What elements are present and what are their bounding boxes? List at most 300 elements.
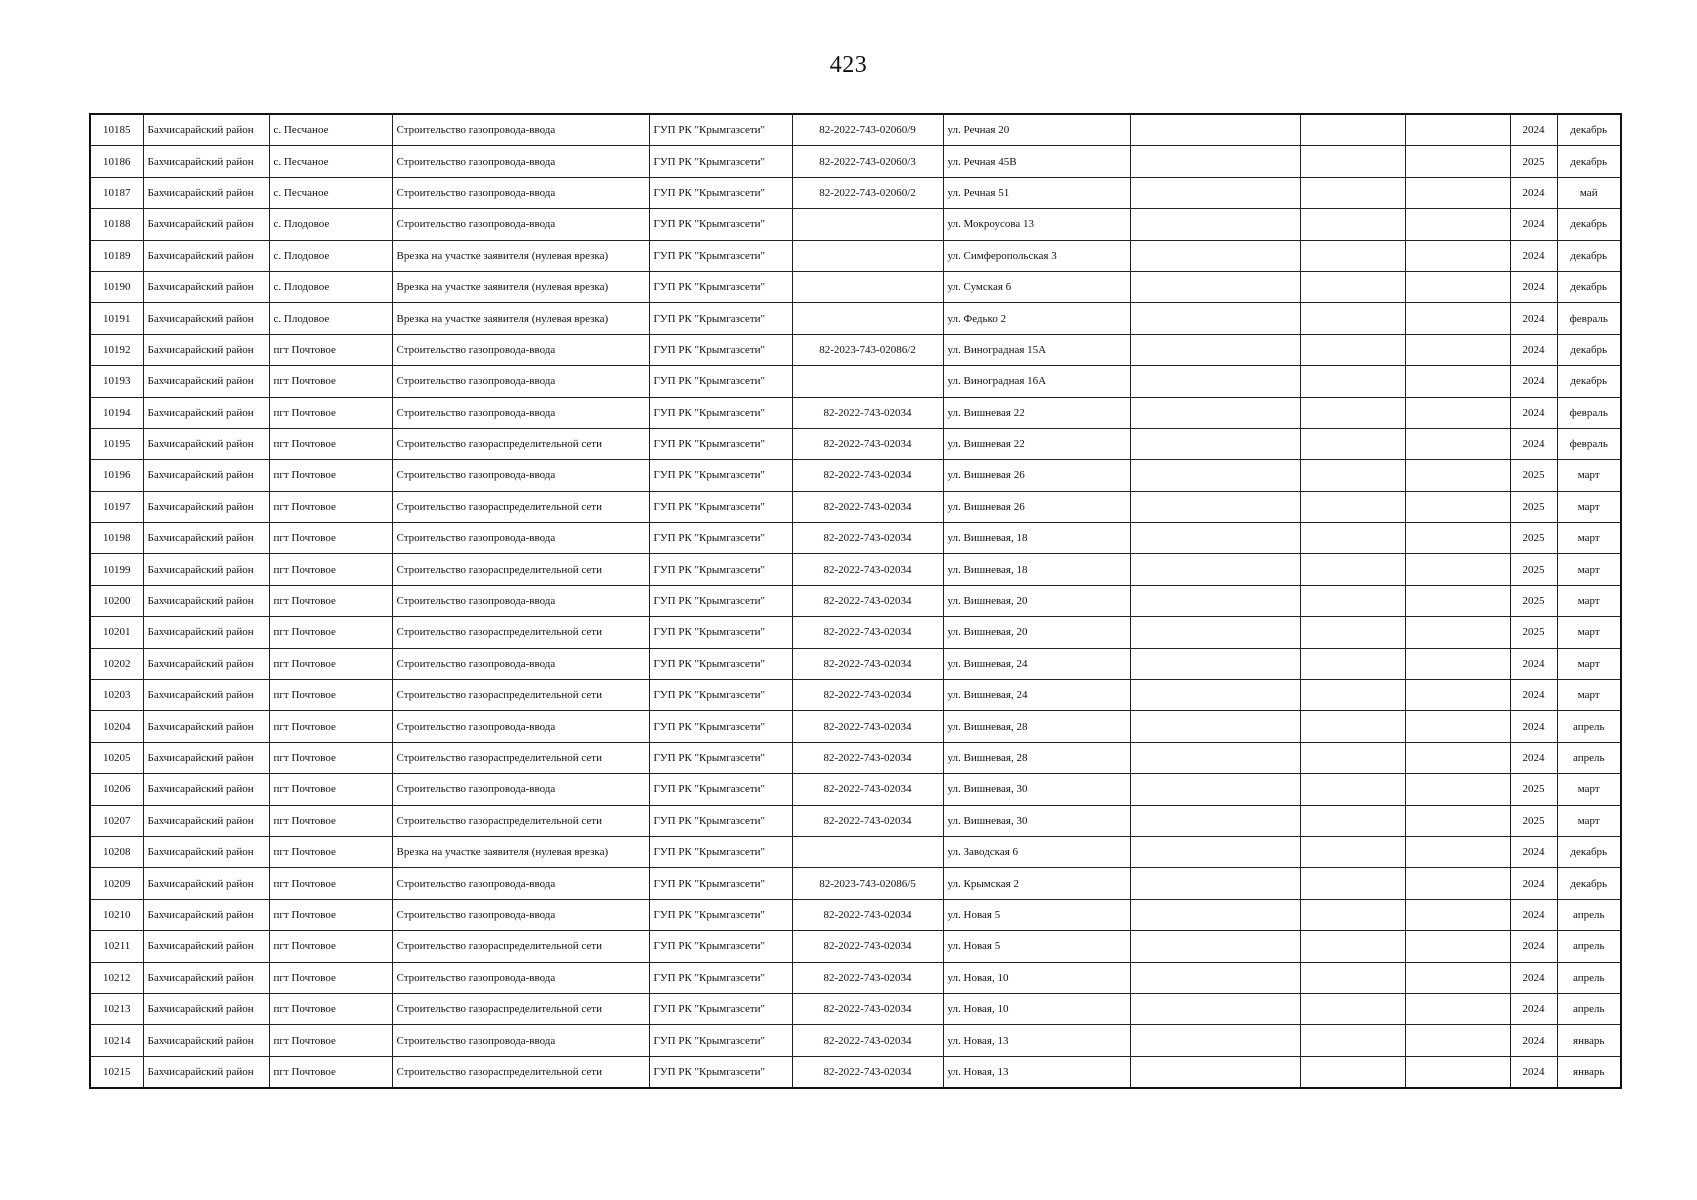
address-cell: ул. Вишневая 26 [943, 491, 1130, 522]
contract-number-cell: 82-2022-743-02034 [792, 523, 943, 554]
year-cell: 2024 [1510, 397, 1557, 428]
work-type-cell: Строительство газораспределительной сети [392, 428, 649, 459]
table-row [90, 209, 1621, 240]
table-row [90, 397, 1621, 428]
page-number: 423 [829, 52, 868, 78]
locality-cell: с. Плодовое [269, 271, 392, 302]
year-cell: 2025 [1510, 554, 1557, 585]
empty-cell [1300, 397, 1405, 428]
organization-cell: ГУП РК "Крымгазсети" [649, 240, 792, 271]
row-number: 10209 [90, 868, 143, 899]
empty-cell [1300, 554, 1405, 585]
contract-number-cell: 82-2022-743-02034 [792, 711, 943, 742]
gasification-register-table [89, 113, 1622, 1089]
work-type-cell: Строительство газораспределительной сети [392, 680, 649, 711]
empty-cell [1405, 774, 1510, 805]
month-cell: апрель [1557, 742, 1621, 773]
row-number: 10188 [90, 209, 143, 240]
work-type-cell: Врезка на участке заявителя (нулевая врезка) [392, 303, 649, 334]
organization-cell: ГУП РК "Крымгазсети" [649, 1056, 792, 1088]
empty-cell [1405, 271, 1510, 302]
empty-cell [1300, 1056, 1405, 1088]
month-cell: декабрь [1557, 114, 1621, 146]
locality-cell: с. Плодовое [269, 240, 392, 271]
contract-number-cell: 82-2022-743-02034 [792, 491, 943, 522]
empty-cell [1405, 303, 1510, 334]
year-cell: 2025 [1510, 617, 1557, 648]
locality-cell: пгт Почтовое [269, 366, 392, 397]
month-cell: март [1557, 680, 1621, 711]
table-row [90, 334, 1621, 365]
month-cell: январь [1557, 1025, 1621, 1056]
empty-cell [1405, 209, 1510, 240]
year-cell: 2025 [1510, 523, 1557, 554]
organization-cell: ГУП РК "Крымгазсети" [649, 491, 792, 522]
empty-cell [1405, 962, 1510, 993]
work-type-cell: Строительство газопровода-ввода [392, 962, 649, 993]
empty-cell [1405, 993, 1510, 1024]
district-cell: Бахчисарайский район [143, 146, 269, 177]
district-cell: Бахчисарайский район [143, 209, 269, 240]
organization-cell: ГУП РК "Крымгазсети" [649, 271, 792, 302]
row-number: 10207 [90, 805, 143, 836]
work-type-cell: Строительство газопровода-ввода [392, 899, 649, 930]
month-cell: декабрь [1557, 271, 1621, 302]
year-cell: 2024 [1510, 742, 1557, 773]
year-cell: 2024 [1510, 428, 1557, 459]
address-cell: ул. Виноградная 15А [943, 334, 1130, 365]
work-type-cell: Строительство газораспределительной сети [392, 931, 649, 962]
contract-number-cell [792, 303, 943, 334]
year-cell: 2024 [1510, 271, 1557, 302]
locality-cell: пгт Почтовое [269, 460, 392, 491]
organization-cell: ГУП РК "Крымгазсети" [649, 742, 792, 773]
locality-cell: пгт Почтовое [269, 993, 392, 1024]
empty-cell [1405, 397, 1510, 428]
empty-cell [1130, 774, 1300, 805]
empty-cell [1405, 648, 1510, 679]
work-type-cell: Строительство газопровода-ввода [392, 460, 649, 491]
work-type-cell: Строительство газораспределительной сети [392, 554, 649, 585]
contract-number-cell: 82-2022-743-02034 [792, 585, 943, 616]
district-cell: Бахчисарайский район [143, 1056, 269, 1088]
work-type-cell: Врезка на участке заявителя (нулевая врезка) [392, 240, 649, 271]
work-type-cell: Строительство газопровода-ввода [392, 648, 649, 679]
district-cell: Бахчисарайский район [143, 491, 269, 522]
organization-cell: ГУП РК "Крымгазсети" [649, 774, 792, 805]
table-row [90, 774, 1621, 805]
organization-cell: ГУП РК "Крымгазсети" [649, 648, 792, 679]
row-number: 10213 [90, 993, 143, 1024]
contract-number-cell [792, 366, 943, 397]
month-cell: апрель [1557, 962, 1621, 993]
row-number: 10192 [90, 334, 143, 365]
year-cell: 2025 [1510, 585, 1557, 616]
empty-cell [1300, 836, 1405, 867]
work-type-cell: Строительство газораспределительной сети [392, 805, 649, 836]
district-cell: Бахчисарайский район [143, 523, 269, 554]
organization-cell: ГУП РК "Крымгазсети" [649, 617, 792, 648]
empty-cell [1405, 585, 1510, 616]
contract-number-cell: 82-2022-743-02034 [792, 962, 943, 993]
month-cell: март [1557, 617, 1621, 648]
address-cell: ул. Новая 5 [943, 899, 1130, 930]
contract-number-cell [792, 836, 943, 867]
district-cell: Бахчисарайский район [143, 962, 269, 993]
empty-cell [1405, 366, 1510, 397]
month-cell: декабрь [1557, 334, 1621, 365]
month-cell: март [1557, 491, 1621, 522]
empty-cell [1300, 805, 1405, 836]
row-number: 10203 [90, 680, 143, 711]
organization-cell: ГУП РК "Крымгазсети" [649, 303, 792, 334]
empty-cell [1130, 366, 1300, 397]
work-type-cell: Строительство газораспределительной сети [392, 1056, 649, 1088]
empty-cell [1405, 177, 1510, 208]
district-cell: Бахчисарайский район [143, 711, 269, 742]
empty-cell [1300, 209, 1405, 240]
year-cell: 2025 [1510, 460, 1557, 491]
organization-cell: ГУП РК "Крымгазсети" [649, 585, 792, 616]
empty-cell [1300, 993, 1405, 1024]
organization-cell: ГУП РК "Крымгазсети" [649, 899, 792, 930]
empty-cell [1405, 931, 1510, 962]
month-cell: март [1557, 805, 1621, 836]
table-row [90, 648, 1621, 679]
locality-cell: с. Плодовое [269, 303, 392, 334]
table-row [90, 931, 1621, 962]
year-cell: 2024 [1510, 962, 1557, 993]
locality-cell: пгт Почтовое [269, 491, 392, 522]
organization-cell: ГУП РК "Крымгазсети" [649, 334, 792, 365]
table-row [90, 523, 1621, 554]
address-cell: ул. Вишневая, 20 [943, 585, 1130, 616]
organization-cell: ГУП РК "Крымгазсети" [649, 146, 792, 177]
contract-number-cell: 82-2022-743-02034 [792, 774, 943, 805]
empty-cell [1300, 774, 1405, 805]
district-cell: Бахчисарайский район [143, 303, 269, 334]
work-type-cell: Строительство газораспределительной сети [392, 617, 649, 648]
row-number: 10205 [90, 742, 143, 773]
contract-number-cell [792, 271, 943, 302]
contract-number-cell: 82-2022-743-02034 [792, 554, 943, 585]
empty-cell [1300, 868, 1405, 899]
address-cell: ул. Вишневая 26 [943, 460, 1130, 491]
empty-cell [1130, 209, 1300, 240]
year-cell: 2025 [1510, 491, 1557, 522]
organization-cell: ГУП РК "Крымгазсети" [649, 114, 792, 146]
row-number: 10191 [90, 303, 143, 334]
year-cell: 2024 [1510, 711, 1557, 742]
empty-cell [1130, 805, 1300, 836]
locality-cell: пгт Почтовое [269, 931, 392, 962]
row-number: 10199 [90, 554, 143, 585]
address-cell: ул. Вишневая, 18 [943, 523, 1130, 554]
table-row [90, 177, 1621, 208]
locality-cell: пгт Почтовое [269, 1025, 392, 1056]
address-cell: ул. Речная 20 [943, 114, 1130, 146]
year-cell: 2024 [1510, 209, 1557, 240]
contract-number-cell: 82-2022-743-02060/2 [792, 177, 943, 208]
row-number: 10187 [90, 177, 143, 208]
empty-cell [1130, 931, 1300, 962]
row-number: 10193 [90, 366, 143, 397]
empty-cell [1405, 146, 1510, 177]
row-number: 10215 [90, 1056, 143, 1088]
address-cell: ул. Вишневая, 24 [943, 648, 1130, 679]
locality-cell: пгт Почтовое [269, 1056, 392, 1088]
empty-cell [1300, 428, 1405, 459]
contract-number-cell: 82-2022-743-02034 [792, 428, 943, 459]
table-row [90, 303, 1621, 334]
locality-cell: пгт Почтовое [269, 648, 392, 679]
empty-cell [1300, 240, 1405, 271]
address-cell: ул. Сумская 6 [943, 271, 1130, 302]
empty-cell [1300, 680, 1405, 711]
empty-cell [1300, 1025, 1405, 1056]
table-row [90, 899, 1621, 930]
work-type-cell: Строительство газопровода-ввода [392, 366, 649, 397]
organization-cell: ГУП РК "Крымгазсети" [649, 177, 792, 208]
contract-number-cell: 82-2022-743-02060/9 [792, 114, 943, 146]
month-cell: февраль [1557, 428, 1621, 459]
empty-cell [1130, 711, 1300, 742]
address-cell: ул. Виноградная 16А [943, 366, 1130, 397]
locality-cell: пгт Почтовое [269, 680, 392, 711]
table-row [90, 114, 1621, 146]
empty-cell [1130, 491, 1300, 522]
locality-cell: пгт Почтовое [269, 617, 392, 648]
contract-number-cell [792, 209, 943, 240]
table-row [90, 742, 1621, 773]
address-cell: ул. Вишневая 22 [943, 397, 1130, 428]
table-row [90, 491, 1621, 522]
empty-cell [1300, 899, 1405, 930]
locality-cell: пгт Почтовое [269, 836, 392, 867]
empty-cell [1300, 523, 1405, 554]
empty-cell [1405, 617, 1510, 648]
year-cell: 2024 [1510, 366, 1557, 397]
district-cell: Бахчисарайский район [143, 428, 269, 459]
organization-cell: ГУП РК "Крымгазсети" [649, 711, 792, 742]
work-type-cell: Строительство газопровода-ввода [392, 397, 649, 428]
month-cell: март [1557, 585, 1621, 616]
empty-cell [1130, 585, 1300, 616]
locality-cell: пгт Почтовое [269, 554, 392, 585]
table-row [90, 240, 1621, 271]
address-cell: ул. Вишневая, 18 [943, 554, 1130, 585]
contract-number-cell: 82-2022-743-02034 [792, 899, 943, 930]
district-cell: Бахчисарайский район [143, 366, 269, 397]
empty-cell [1405, 460, 1510, 491]
month-cell: февраль [1557, 303, 1621, 334]
year-cell: 2025 [1510, 774, 1557, 805]
work-type-cell: Строительство газопровода-ввода [392, 523, 649, 554]
address-cell: ул. Вишневая, 30 [943, 805, 1130, 836]
year-cell: 2024 [1510, 680, 1557, 711]
table-row [90, 554, 1621, 585]
organization-cell: ГУП РК "Крымгазсети" [649, 554, 792, 585]
empty-cell [1300, 177, 1405, 208]
empty-cell [1300, 711, 1405, 742]
row-number: 10185 [90, 114, 143, 146]
locality-cell: пгт Почтовое [269, 805, 392, 836]
locality-cell: пгт Почтовое [269, 774, 392, 805]
empty-cell [1130, 114, 1300, 146]
locality-cell: пгт Почтовое [269, 428, 392, 459]
organization-cell: ГУП РК "Крымгазсети" [649, 397, 792, 428]
district-cell: Бахчисарайский район [143, 899, 269, 930]
empty-cell [1300, 742, 1405, 773]
row-number: 10214 [90, 1025, 143, 1056]
address-cell: ул. Крымская 2 [943, 868, 1130, 899]
empty-cell [1130, 146, 1300, 177]
year-cell: 2024 [1510, 1056, 1557, 1088]
row-number: 10212 [90, 962, 143, 993]
year-cell: 2024 [1510, 868, 1557, 899]
address-cell: ул. Новая, 10 [943, 962, 1130, 993]
contract-number-cell: 82-2022-743-02034 [792, 1056, 943, 1088]
address-cell: ул. Речная 51 [943, 177, 1130, 208]
empty-cell [1130, 397, 1300, 428]
district-cell: Бахчисарайский район [143, 554, 269, 585]
row-number: 10197 [90, 491, 143, 522]
empty-cell [1300, 585, 1405, 616]
district-cell: Бахчисарайский район [143, 271, 269, 302]
register-body [90, 114, 1621, 1088]
district-cell: Бахчисарайский район [143, 617, 269, 648]
organization-cell: ГУП РК "Крымгазсети" [649, 868, 792, 899]
contract-number-cell: 82-2022-743-02034 [792, 742, 943, 773]
empty-cell [1405, 868, 1510, 899]
district-cell: Бахчисарайский район [143, 680, 269, 711]
contract-number-cell: 82-2022-743-02034 [792, 680, 943, 711]
empty-cell [1130, 1056, 1300, 1088]
empty-cell [1130, 271, 1300, 302]
organization-cell: ГУП РК "Крымгазсети" [649, 523, 792, 554]
month-cell: январь [1557, 1056, 1621, 1088]
table-row [90, 836, 1621, 867]
work-type-cell: Строительство газопровода-ввода [392, 209, 649, 240]
address-cell: ул. Вишневая, 28 [943, 711, 1130, 742]
address-cell: ул. Новая, 13 [943, 1056, 1130, 1088]
month-cell: апрель [1557, 931, 1621, 962]
row-number: 10194 [90, 397, 143, 428]
organization-cell: ГУП РК "Крымгазсети" [649, 366, 792, 397]
district-cell: Бахчисарайский район [143, 836, 269, 867]
empty-cell [1130, 868, 1300, 899]
row-number: 10206 [90, 774, 143, 805]
empty-cell [1405, 491, 1510, 522]
address-cell: ул. Новая 5 [943, 931, 1130, 962]
locality-cell: пгт Почтовое [269, 523, 392, 554]
work-type-cell: Строительство газопровода-ввода [392, 585, 649, 616]
year-cell: 2024 [1510, 1025, 1557, 1056]
empty-cell [1300, 271, 1405, 302]
address-cell: ул. Новая, 13 [943, 1025, 1130, 1056]
organization-cell: ГУП РК "Крымгазсети" [649, 209, 792, 240]
empty-cell [1130, 303, 1300, 334]
district-cell: Бахчисарайский район [143, 648, 269, 679]
district-cell: Бахчисарайский район [143, 993, 269, 1024]
empty-cell [1300, 931, 1405, 962]
row-number: 10189 [90, 240, 143, 271]
month-cell: декабрь [1557, 868, 1621, 899]
work-type-cell: Строительство газопровода-ввода [392, 711, 649, 742]
address-cell: ул. Симферопольская 3 [943, 240, 1130, 271]
row-number: 10202 [90, 648, 143, 679]
empty-cell [1300, 491, 1405, 522]
row-number: 10186 [90, 146, 143, 177]
contract-number-cell: 82-2022-743-02034 [792, 805, 943, 836]
table-row [90, 428, 1621, 459]
address-cell: ул. Мокроусова 13 [943, 209, 1130, 240]
contract-number-cell [792, 240, 943, 271]
empty-cell [1130, 962, 1300, 993]
empty-cell [1300, 114, 1405, 146]
organization-cell: ГУП РК "Крымгазсети" [649, 836, 792, 867]
organization-cell: ГУП РК "Крымгазсети" [649, 428, 792, 459]
month-cell: декабрь [1557, 366, 1621, 397]
year-cell: 2024 [1510, 648, 1557, 679]
empty-cell [1300, 460, 1405, 491]
district-cell: Бахчисарайский район [143, 868, 269, 899]
empty-cell [1130, 899, 1300, 930]
year-cell: 2025 [1510, 805, 1557, 836]
organization-cell: ГУП РК "Крымгазсети" [649, 962, 792, 993]
work-type-cell: Строительство газораспределительной сети [392, 491, 649, 522]
district-cell: Бахчисарайский район [143, 177, 269, 208]
empty-cell [1405, 428, 1510, 459]
locality-cell: пгт Почтовое [269, 742, 392, 773]
table-row [90, 680, 1621, 711]
empty-cell [1130, 334, 1300, 365]
table-row [90, 271, 1621, 302]
empty-cell [1130, 836, 1300, 867]
empty-cell [1130, 617, 1300, 648]
organization-cell: ГУП РК "Крымгазсети" [649, 460, 792, 491]
district-cell: Бахчисарайский район [143, 742, 269, 773]
empty-cell [1405, 554, 1510, 585]
address-cell: ул. Заводская 6 [943, 836, 1130, 867]
empty-cell [1130, 554, 1300, 585]
district-cell: Бахчисарайский район [143, 805, 269, 836]
contract-number-cell: 82-2022-743-02034 [792, 993, 943, 1024]
empty-cell [1405, 334, 1510, 365]
table-row [90, 585, 1621, 616]
year-cell: 2024 [1510, 993, 1557, 1024]
empty-cell [1300, 303, 1405, 334]
month-cell: декабрь [1557, 209, 1621, 240]
year-cell: 2024 [1510, 114, 1557, 146]
empty-cell [1300, 648, 1405, 679]
month-cell: март [1557, 554, 1621, 585]
table-row [90, 460, 1621, 491]
address-cell: ул. Вишневая, 30 [943, 774, 1130, 805]
locality-cell: пгт Почтовое [269, 962, 392, 993]
empty-cell [1405, 114, 1510, 146]
locality-cell: пгт Почтовое [269, 868, 392, 899]
contract-number-cell: 82-2022-743-02060/3 [792, 146, 943, 177]
empty-cell [1405, 805, 1510, 836]
locality-cell: пгт Почтовое [269, 711, 392, 742]
work-type-cell: Строительство газопровода-ввода [392, 1025, 649, 1056]
empty-cell [1130, 742, 1300, 773]
table-row [90, 868, 1621, 899]
empty-cell [1130, 680, 1300, 711]
work-type-cell: Строительство газораспределительной сети [392, 742, 649, 773]
contract-number-cell: 82-2023-743-02086/2 [792, 334, 943, 365]
